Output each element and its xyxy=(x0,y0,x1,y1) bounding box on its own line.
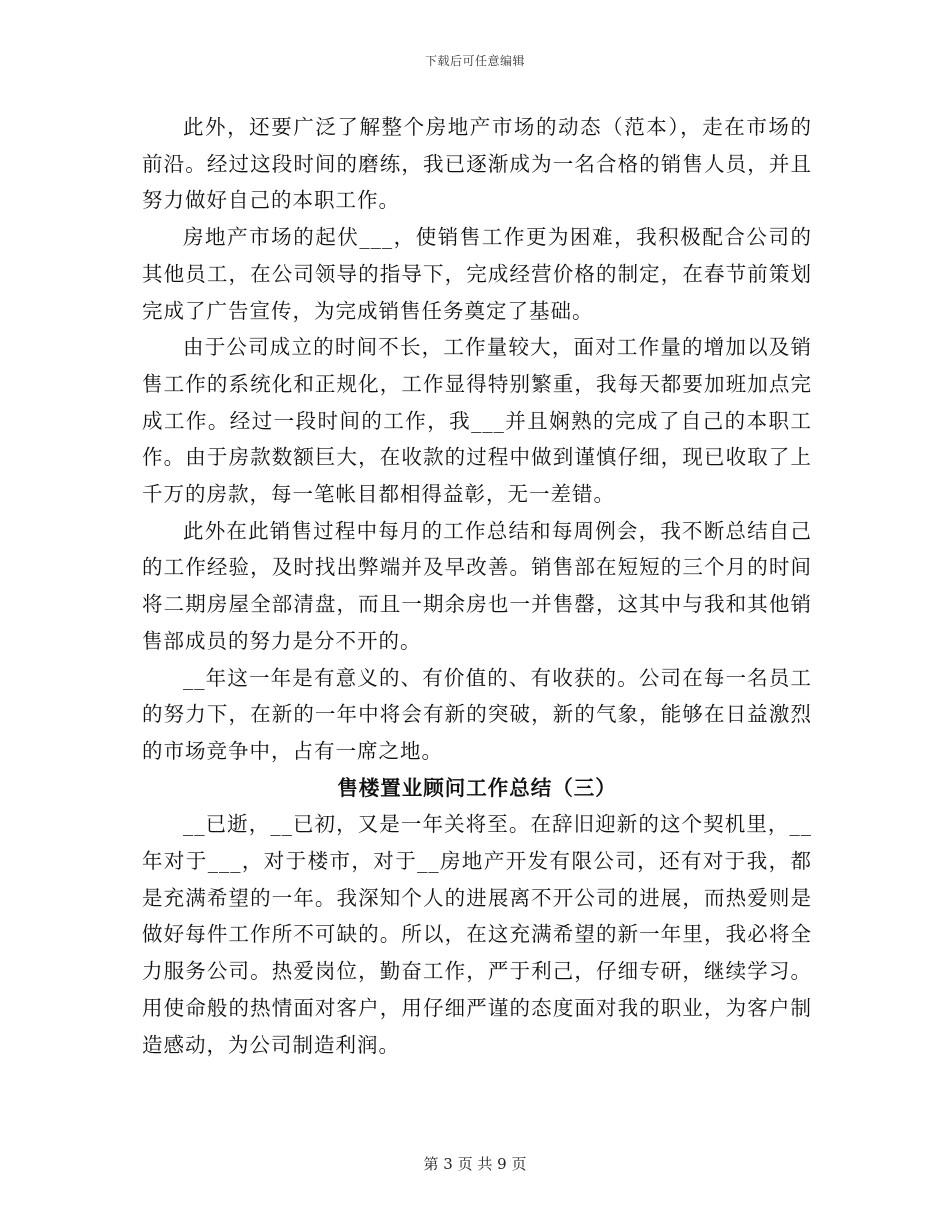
document-body xyxy=(142,109,812,1063)
paragraph: 此外，还要广泛了解整个房地产市场的动态（范本），走在市场的前沿。经过这段时间的磨练，我已逐渐成为一名合格的销售人员，并且努力做好自己的本职工作。 xyxy=(142,115,812,213)
page-number: 第 3 页 共 9 页 xyxy=(423,1155,527,1173)
section-title: 售楼置业顾问工作总结（三） xyxy=(337,775,617,800)
paragraph: 房地产市场的起伏___，使销售工作更为困难，我积极配合公司的其他员工，在公司领导的指导下，完成经营价格的制定，在春节前策划完成了广告宣传，为完成销售任务奠定了基础。 xyxy=(142,225,812,323)
paragraph: __已逝，__已初，又是一年关将至。在辞旧迎新的这个契机里，__年对于___，对于楼市，对于__房地产开发有限公司，还有对于我，都是充满希望的一年。我深知个人的进展离不开公司的进展，而热爱则是做好每件工作所不可缺的。所以，在这充满希望的新一年里，我必将全力服务公司。热爱岗位，勤奋工作，严于利己，仔细专研，继续学习。用使命般的热情面对客户，用仔细严谨的态度面对我的职业，为客户制造感动，为公司制造利润。 xyxy=(142,812,812,1057)
paragraph: 此外在此销售过程中每月的工作总结和每周例会，我不断总结自己的工作经验，及时找出弊端并及早改善。销售部在短短的三个月的时间将二期房屋全部清盘，而且一期余房也一并售罄，这其中与我和其他销售部成员的努力是分不开的。 xyxy=(142,518,812,653)
paragraph: 由于公司成立的时间不长，工作量较大，面对工作量的增加以及销售工作的系统化和正规化，工作显得特别繁重，我每天都要加班加点完成工作。经过一段时间的工作，我___并且娴熟的完成了自己的本职工作。由于房款数额巨大，在收款的过程中做到谨慎仔细，现已收取了上千万的房款，每一笔帐目都相得益彰，无一差错。 xyxy=(142,335,812,507)
paragraph: __年这一年是有意义的、有价值的、有收获的。公司在每一名员工的努力下，在新的一年中将会有新的突破，新的气象，能够在日益激烈的市场竞争中，占有一席之地。 xyxy=(142,665,812,763)
page-header: 下载后可任意编辑 xyxy=(424,54,525,68)
